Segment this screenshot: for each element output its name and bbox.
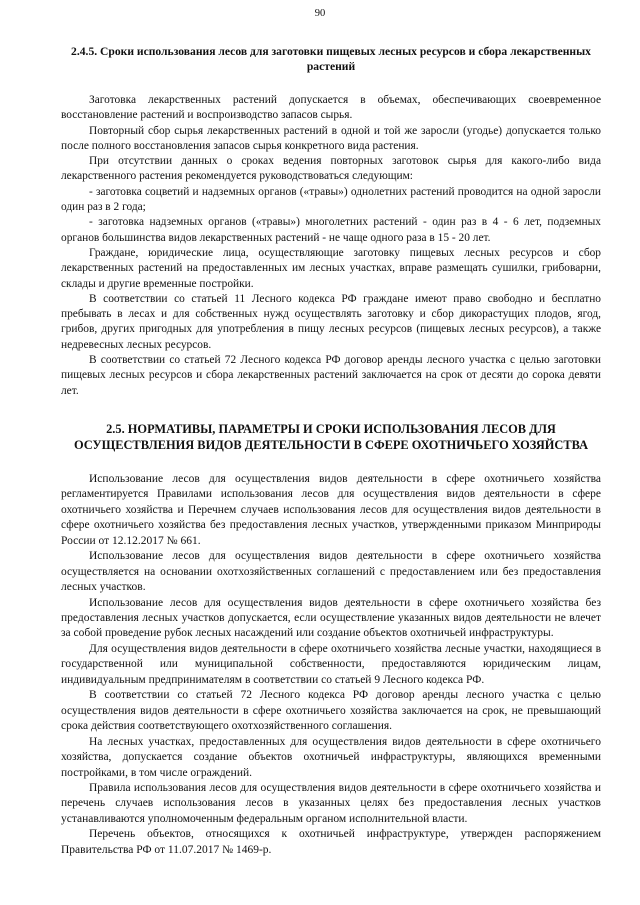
paragraph: В соответствии со статьей 72 Лесного кодекса РФ договор аренды лесного участка с целью осуществления видов деятельности в сфере охотничьего хозяйства заключается на срок, не превышающий срока действия соответствующего охотхозяйственного соглашения.	[61, 689, 601, 733]
list-item: - заготовка надземных органов («травы») многолетних растений - один раз в 4 - 6 лет, подземных органов большинства видов лекарственных растений - не чаще одного раза в 15 - 20 лет.	[61, 216, 601, 244]
paragraph: На лесных участках, предоставленных для осуществления видов деятельности в сфере охотничьего хозяйства, допускается создание объектов охотничьей инфраструктуры, являющихся временными постройками, в том числе ограждений.	[61, 735, 601, 779]
paragraph: В соответствии со статьей 72 Лесного кодекса РФ договор аренды лесного участка с целью заготовки пищевых лесных ресурсов и сбора лекарственных растений заключается на срок от десяти до сорока девяти лет.	[61, 354, 601, 397]
paragraph: Повторный сбор сырья лекарственных растений в одной и той же заросли (угодье) допускается только после полного восстановления запасов сырья конкретного вида растения.	[61, 124, 601, 152]
section-hunting	[61, 421, 601, 858]
paragraph: Использование лесов для осуществления видов деятельности в сфере охотничьего хозяйства без предоставления лесных участков допускается, если осуществление указанных видов деятельности не влечет за собой проведение рубок лесных насаждений или создание объектов охотничьей инфраструктуры.	[61, 596, 601, 640]
paragraph: В соответствии со статьей 11 Лесного кодекса РФ граждане имеют право свободно и бесплатно пребывать в лесах и для собственных нужд осуществлять заготовку и сбор дикорастущих плодов, ягод, грибов, других пригодных для употребления в пищу лесных ресурсов (пищевых лесных ресурсов), а также недревесных лесных ресурсов.	[61, 292, 601, 351]
paragraph: Правила использования лесов для осуществления видов деятельности в сфере охотничьего хозяйства и перечень случаев использования лесов в указанных целях без предоставления лесных участков устанавливаются уполномоченным федеральным органом исполнительной власти.	[61, 782, 601, 825]
section-heading: 2.4.5. Сроки использования лесов для заготовки пищевых лесных ресурсов и сбора лекарственных растений	[71, 45, 591, 73]
paragraph: Использование лесов для осуществления видов деятельности в сфере охотничьего хозяйства регламентируется Правилами использования лесов для осуществления видов деятельности в сфере охотничьего хозяйства и Перечнем случаев использования лесов для осуществления видов деятельности в сфере охотничьего хозяйства без предоставления лесных участков, утвержденными приказом Минприроды России от 12.12.2017 № 661.	[61, 472, 601, 547]
paragraph: Перечень объектов, относящихся к охотничьей инфраструктуре, утвержден распоряжением Правительства РФ от 11.07.2017 № 1469-р.	[61, 828, 601, 856]
page-content	[61, 44, 601, 858]
paragraph: Для осуществления видов деятельности в сфере охотничьего хозяйства лесные участки, находящиеся в государственной или муниципальной собственности, предоставляются юридическим лицам, индивидуальным предпринимателям в соответствии со статьей 9 Лесного кодекса РФ.	[61, 642, 601, 686]
section-heading: 2.5. НОРМАТИВЫ, ПАРАМЕТРЫ И СРОКИ ИСПОЛЬЗОВАНИЯ ЛЕСОВ ДЛЯ ОСУЩЕСТВЛЕНИЯ ВИДОВ ДЕЯТЕЛЬНОСТИ В СФЕРЕ ОХОТНИЧЬЕГО ХОЗЯЙСТВА	[73, 421, 589, 452]
paragraph: Использование лесов для осуществления видов деятельности в сфере охотничьего хозяйства осуществляется на основании охотхозяйственных соглашений с предоставлением или без предоставления лесных участков.	[61, 550, 601, 594]
page-number: 90	[314, 8, 326, 19]
list-item: - заготовка соцветий и надземных органов («травы») однолетних растений проводится на одной заросли один раз в 2 года;	[61, 185, 601, 214]
paragraph: Граждане, юридические лица, осуществляющие заготовку пищевых лесных ресурсов и сбор лекарственных растений на предоставленных им лесных участках, вправе размещать сушилки, грибоварни, склады и другие временные постройки.	[61, 246, 601, 290]
section-food-resources	[61, 44, 601, 399]
paragraph: При отсутствии данных о сроках ведения повторных заготовок сырья для какого-либо вида лекарственного растения рекомендуется руководствоваться следующим:	[61, 155, 601, 183]
paragraph: Заготовка лекарственных растений допускается в объемах, обеспечивающих своевременное восстановление растений и воспроизводство запасов сырья.	[61, 94, 601, 122]
